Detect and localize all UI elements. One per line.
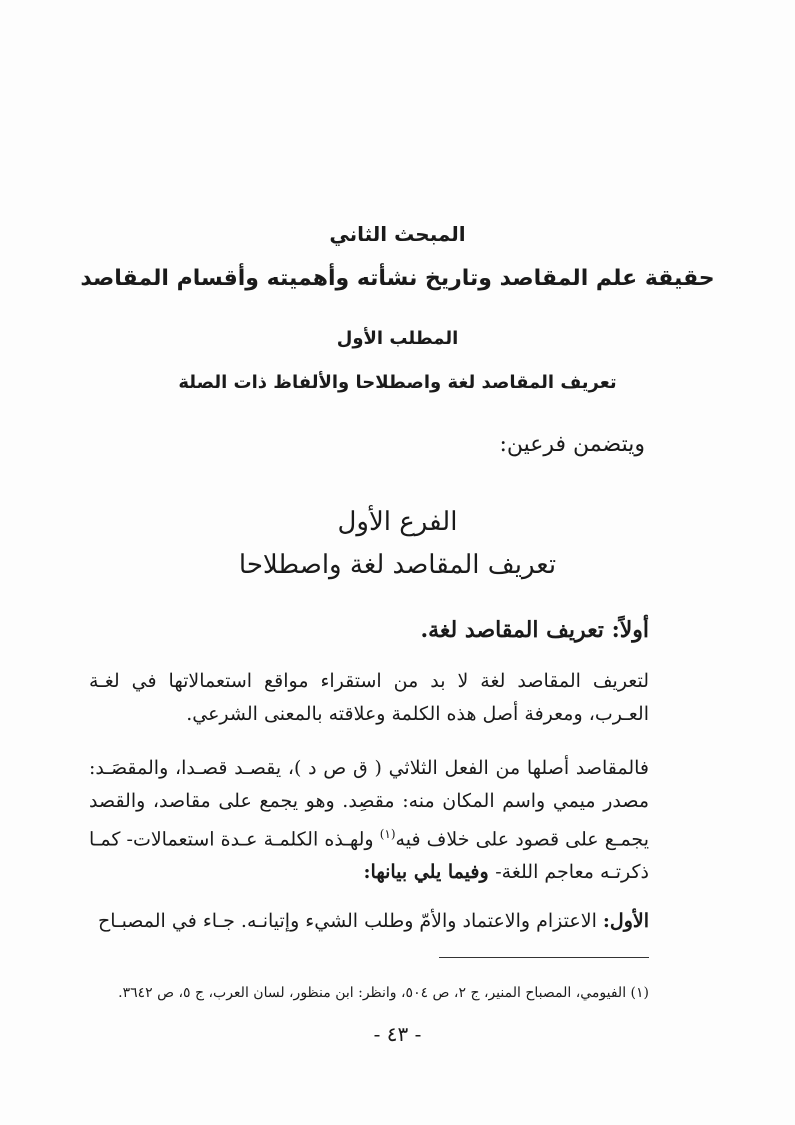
paragraph-2-bold: وفيما يلي بيانها: [363,861,496,884]
intro-line: ويتضمن فرعين: [499,432,645,457]
subsection-heading: المطلب الأول [336,328,459,349]
branch-title: تعريف المقاصد لغة واصطلاحا [238,550,557,580]
paragraph-2-text-b: ولهـذه الكلمـة عـدة استعمالات- كمـا ذكرتـه معاجم اللغة- [89,828,649,884]
page-number: - ٤٣ - [373,1022,422,1046]
footnote: (١) الفيومي، المصباح المنير، ج ٢، ص ٥٠٤، وانظر: ابن منظور، لسان العرب، ج ٥، ص ٣٦٤٢. [118,985,649,1001]
footnote-divider [439,957,649,958]
chapter-title: حقيقة علم المقاصد وتاريخ نشأته وأهميته وأقسام المقاصد [80,266,715,291]
paragraph-3-bold: الأول: [602,910,649,932]
subsection-title: تعريف المقاصد لغة واصطلاحا والألفاظ ذات الصلة [178,372,617,393]
footnote-reference: (١) [379,827,396,841]
section-heading: المبحث الثاني [329,222,466,246]
paragraph-1: لتعريف المقاصد لغة لا بد من استقراء مواقع استعمالاتها في لغـة العـرب، ومعرفة أصل هذه الكلمة وعلاقته بالمعنى الشرعي. [89,670,649,725]
paragraph-3-text: الاعتزام والاعتماد والأمّ وطلب الشيء وإتيانـه. جـاء في المصبـاح [97,910,603,932]
paragraph-3 [89,905,649,938]
point-one-heading: أولاً: تعريف المقاصد لغة. [420,617,649,643]
paragraph-2-text-a: فالمقاصد أصلها من الفعل الثلاثي ( ق ص د )، يقصـد قصـدا، والمقصَـد: مصدر ميمي واسم المكان منه: مقصِد. وهو يجمع على مقاصد، والقصد يجمـع على قصود على خلاف فيه [89,757,649,851]
paragraph-2 [89,752,649,889]
branch-heading: الفرع الأول [337,507,458,537]
